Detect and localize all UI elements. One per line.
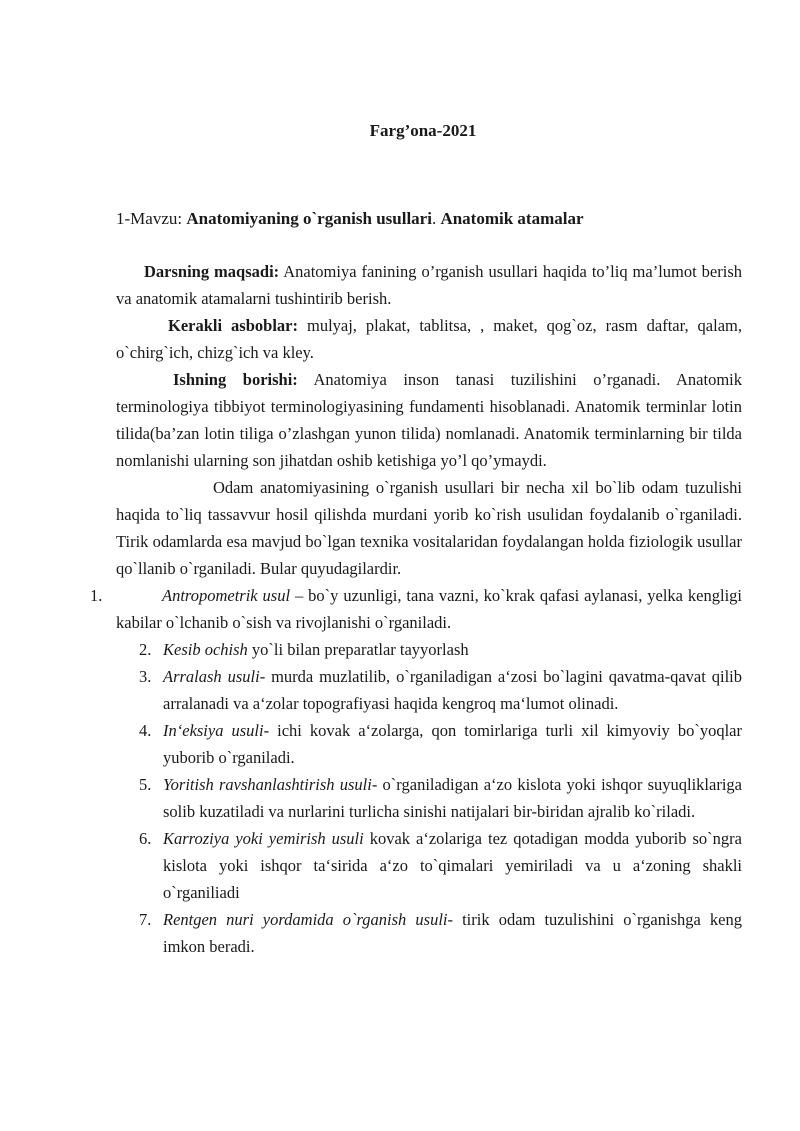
topic-title-a: Anatomiyaning o`rganish usullari: [186, 209, 432, 228]
method-number: 6.: [139, 829, 152, 848]
method-number: 4.: [139, 721, 152, 740]
document-body: [90, 258, 743, 960]
method-number: 2.: [139, 640, 152, 659]
method-text: - tirik odam tuzulishini o`rganishga keng imkon beradi.: [163, 910, 742, 956]
topic-prefix: 1-Mavzu:: [116, 209, 187, 228]
method-term: In‘eksiya usuli: [163, 721, 264, 740]
method-term: Karroziya yoki yemirish usuli: [163, 829, 364, 848]
method-text: yo`li bilan preparatlar tayyorlash: [247, 640, 469, 659]
method-number: 3.: [139, 667, 152, 686]
methods-list: [116, 636, 742, 960]
method-item-5: [116, 771, 742, 825]
process-text: Anatomiya inson tanasi tuzilishini o’rganadi. Anatomik terminologiya tibbiyot terminologiyasining fundamenti hisoblanadi. Anatomik terminlar lotin tilida(ba’zan lotin tiliga o’zlashgan yunon tilida) nomlanadi. Anatomik terminlarning bir tilda nomlanishi ularning son jihatdan oshib ketishiga yo’l qo’ymaydi.: [116, 370, 743, 470]
method-term: Kesib ochish: [163, 640, 248, 659]
method-item-2: [116, 636, 742, 663]
method-item-6: [116, 825, 742, 906]
tools-paragraph: [116, 312, 742, 366]
method-text: - o`rganiladigan a‘zo kislota yoki ishqor suyuqliklariga solib kuzatiladi va nurlarini turlicha sinishi natijalari bir-biridan ajralib ko`riladi.: [163, 775, 742, 821]
tools-text: mulyaj, plakat, tablitsa, , maket, qog`oz, rasm daftar, qalam, o`chirg`ich, chizg`ich va kley.: [116, 316, 742, 362]
topic-separator: .: [431, 209, 441, 228]
method-item-1: [90, 582, 742, 636]
process-paragraph: [116, 366, 742, 474]
method-item-4: [116, 717, 742, 771]
method-item-3: [116, 663, 742, 717]
topic-title: [116, 209, 756, 229]
process-label: Ishning borishi:: [173, 370, 298, 389]
method-term: Antropometrik usul: [162, 586, 291, 605]
method-text: - ichi kovak a‘zolarga, qon tomirlariga turli xil kimyoviy bo`yoqlar yuborib o`rganiladi.: [163, 721, 742, 767]
method-term: Rentgen nuri yordamida o`rganish usuli: [163, 910, 448, 929]
goal-label: Darsning maqsadi:: [144, 262, 280, 281]
goal-paragraph: [116, 258, 742, 312]
method-number: 7.: [139, 910, 152, 929]
method-text: - murda muzlatilib, o`rganiladigan a‘zosi bo`lagini qavatma-qavat qilib arralanadi va a‘zolar topografiyasi haqida kengroq ma‘lumot olinadi.: [163, 667, 742, 713]
method-term: Arralash usuli: [163, 667, 260, 686]
method-term: Yoritish ravshanlashtirish usuli: [163, 775, 372, 794]
tools-label: Kerakli asboblar:: [168, 316, 298, 335]
intro-paragraph: Odam anatomiyasining o`rganish usullari bir necha xil bo`lib odam tuzulishi haqida to`liq tassavvur hosil qilishda murdani yorib ko`rish usulidan foydalanib o`rganiladi. Tirik odamlarda esa mavjud bo`lgan texnika vositalaridan foydalangan holda fiziologik usullar qo`llanib o`rganiladi. Bular quyudagilardir.: [116, 478, 742, 578]
method-item-7: [116, 906, 742, 960]
topic-title-b: Anatomik atamalar: [440, 209, 584, 228]
method-number: 5.: [139, 775, 152, 794]
goal-text: Anatomiya fanining o’rganish usullari haqida to’liq ma’lumot berish va anatomik atamalarni tushintirib berish.: [116, 262, 742, 308]
method-text: – bo`y uzunligi, tana vazni, ko`krak qafasi aylanasi, yelka kengligi kabilar o`lchanib o`sish va rivojlanishi o`rganiladi.: [116, 586, 742, 632]
method-text: kovak a‘zolariga tez qotadigan modda yuborib so`ngra kislota yoki ishqor ta‘sirida a‘zo to`qimalari yemiriladi va u a‘zoning shakli o`rganiliadi: [163, 829, 743, 902]
method-number: 1.: [90, 586, 103, 605]
city-year-heading: Farg’ona-2021: [369, 121, 477, 140]
